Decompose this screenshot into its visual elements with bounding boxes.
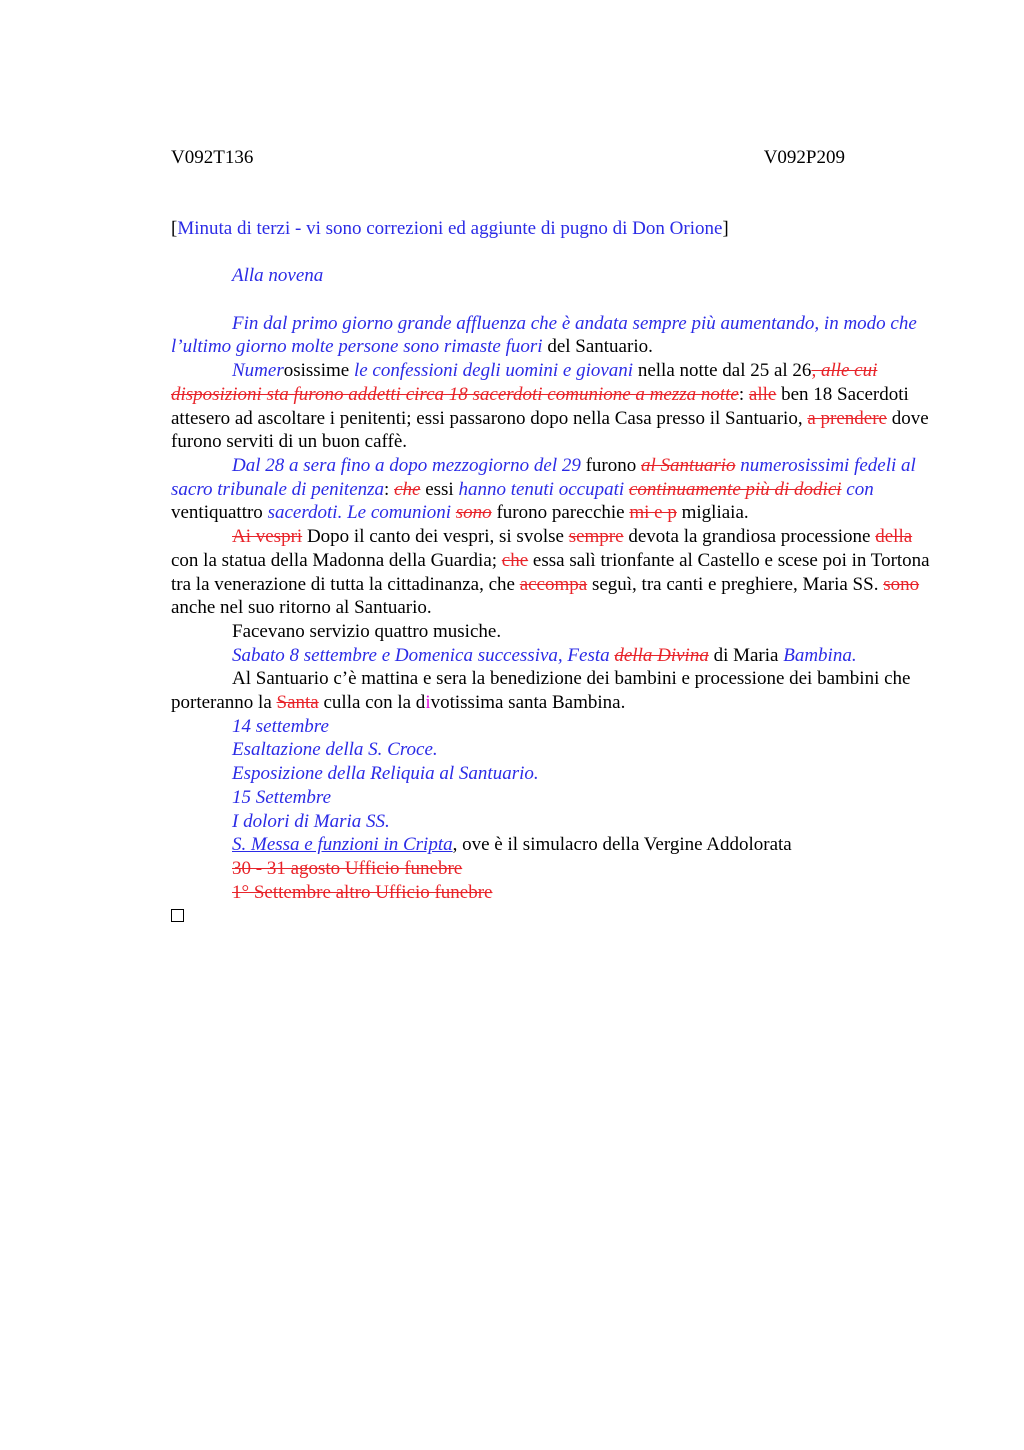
deleted-text: della Divina <box>614 644 709 666</box>
deleted-text: accompa <box>519 573 588 595</box>
document-code-right: V092P209 <box>763 147 845 168</box>
deleted-text: della <box>875 526 913 548</box>
deleted-text: a prendere <box>807 407 887 429</box>
deleted-text: alle <box>748 383 777 405</box>
schedule-line: S. Messa e funzioni in Cripta, ove è il simulacro della Vergine Addolorata <box>232 834 792 856</box>
schedule-line-deleted: 1° Settembre altro Ufficio funebre <box>232 881 493 903</box>
deleted-text: sono <box>455 502 492 524</box>
schedule-line: Esposizione della Reliquia al Santuario. <box>232 763 539 785</box>
document-header <box>171 147 845 171</box>
deleted-text: sempre <box>568 526 624 548</box>
schedule-line: I dolori di Maria SS. <box>232 810 390 832</box>
paragraph-benedizione: Al Santuario c’è mattina e sera la benedizione dei bambini e processione dei bambini che porteranno la Santa culla con la divotissima santa Bambina. <box>171 668 911 714</box>
deleted-text: Santa <box>276 692 319 714</box>
end-marker <box>171 904 931 928</box>
section-title: Alla novena <box>232 265 324 287</box>
deleted-text: , alle cui disposizioni sta furono addetti circa 18 sacerdoti comunione a mezza notte <box>171 360 878 405</box>
schedule-line: 14 settembre <box>232 715 329 737</box>
deleted-text: che <box>501 549 529 571</box>
document-code-left: V092T136 <box>171 147 254 168</box>
deleted-text: sono <box>883 573 920 595</box>
editorial-note: [Minuta di terzi - vi sono correzioni ed aggiunte di pugno di Don Orione] <box>171 218 729 239</box>
editorial-note-text: Minuta di terzi - vi sono correzioni ed aggiunte di pugno di Don Orione <box>177 218 723 239</box>
deleted-text: che <box>394 478 421 500</box>
document-body <box>171 217 931 928</box>
deleted-text: continuamente più di dodici <box>628 478 842 500</box>
deleted-text: al Santuario <box>641 455 736 476</box>
empty-square-icon <box>171 909 184 922</box>
schedule-line: Esaltazione della S. Croce. <box>232 739 438 761</box>
highlighted-letter: i <box>425 692 431 714</box>
paragraph-tribunale: Dal 28 a sera fino a dopo mezzogiorno del 29 furono al Santuario numerosissimi fedeli al sacro tribunale di penitenza: che essi hanno tenuti occupati continuamente più di dodici con ventiquattro sacerdoti. Le comunioni sono furono parecchie mi e p migliaia. <box>171 455 916 524</box>
paragraph-confessioni: Numerosissime le confessioni degli uomini e giovani nella notte dal 25 al 26, alle cui disposizioni sta furono addetti circa 18 sacerdoti comunione a mezza notte: alle ben 18 Sacerdoti attesero ad ascoltare i penitenti; essi passarono dopo nella Casa presso il Santuario, a prendere dove furono serviti di un buon caffè. <box>171 360 929 453</box>
schedule-line-deleted: 30 - 31 agosto Ufficio funebre <box>232 857 463 879</box>
schedule-line: 15 Settembre <box>232 786 332 808</box>
paragraph-processione: Ai vespri Dopo il canto dei vespri, si svolse sempre devota la grandiosa processione della con la statua della Madonna della Guardia; che essa salì trionfante al Castello e scese poi in Tortona tra la venerazione di tutta la cittadinanza, che accompa seguì, tra canti e preghiere, Maria SS. sono anche nel suo ritorno al Santuario. <box>171 526 930 619</box>
paragraph-musiche: Facevano servizio quattro musiche. <box>232 620 502 642</box>
paragraph-festa-bambina: Sabato 8 settembre e Domenica successiva, Festa della Divina di Maria Bambina. <box>232 644 857 666</box>
paragraph-affluenza: Fin dal primo giorno grande affluenza che è andata sempre più aumentando, in modo che l’ultimo giorno molte persone sono rimaste fuori del Santuario. <box>171 312 917 358</box>
deleted-text: Ai vespri <box>232 526 303 548</box>
deleted-text: mi e p <box>629 502 677 524</box>
